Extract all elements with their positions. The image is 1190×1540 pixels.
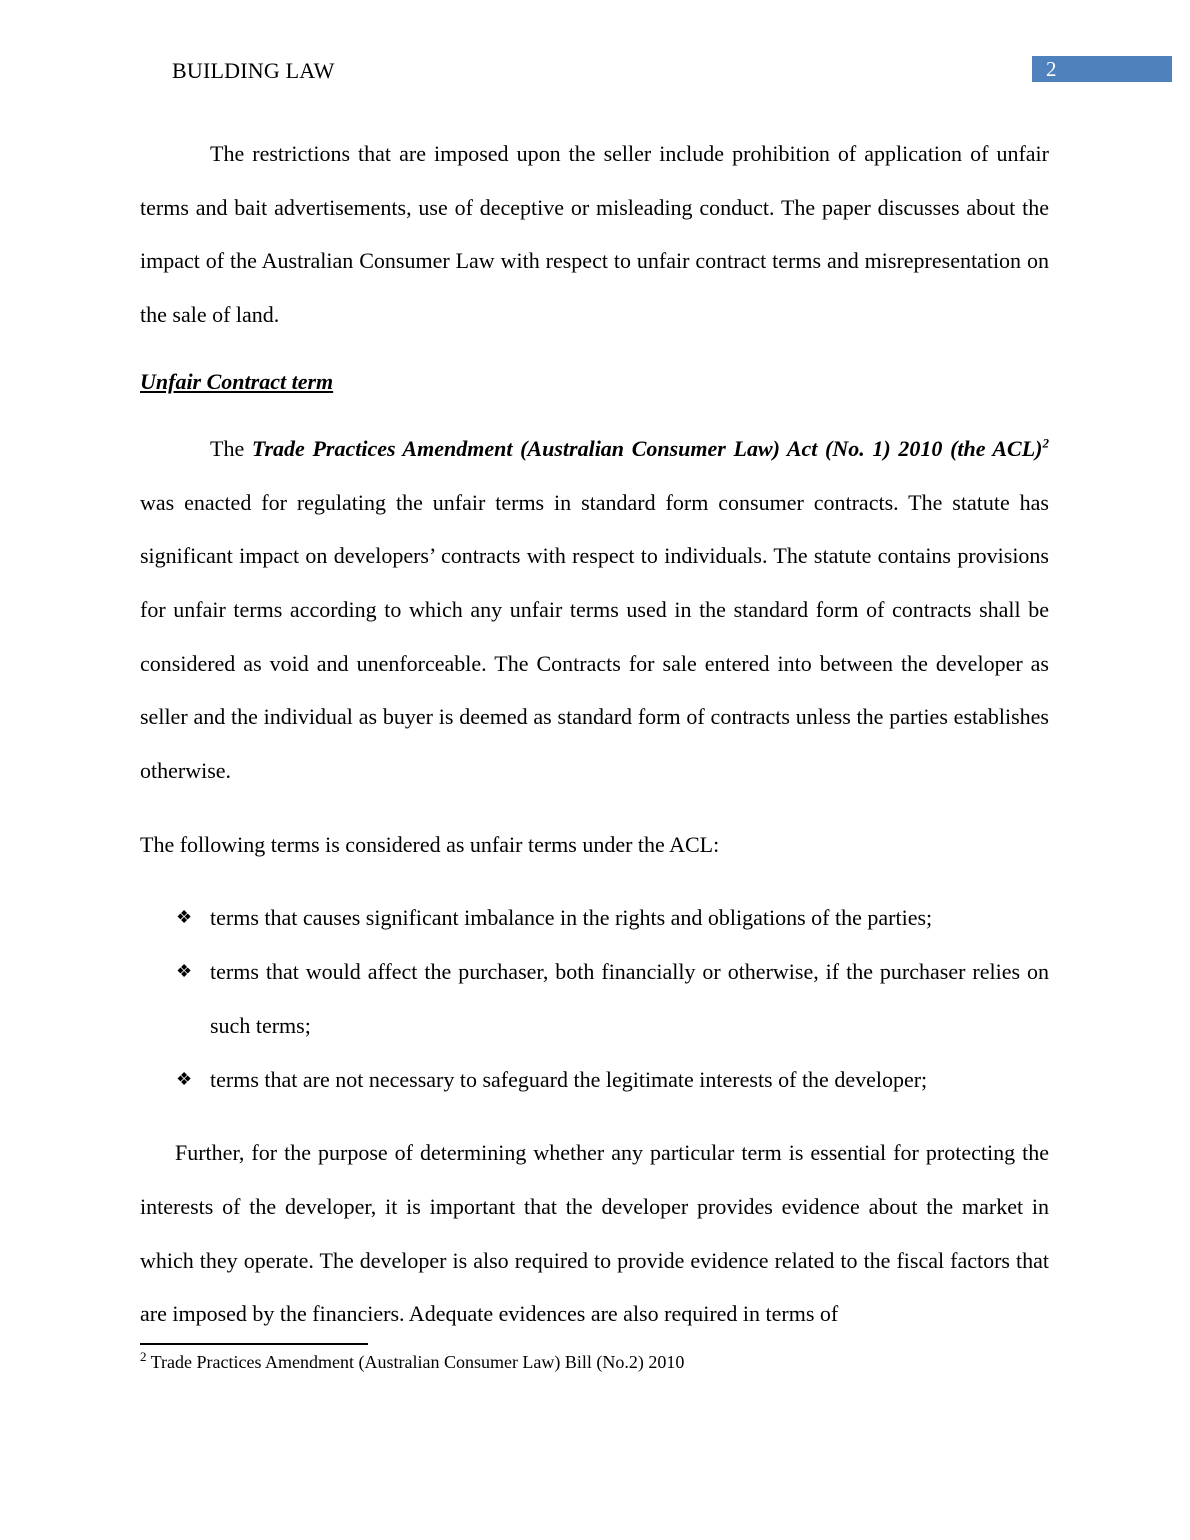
- footnote-reference[interactable]: 2: [1042, 435, 1049, 451]
- diamond-bullet-icon: ❖: [176, 961, 193, 982]
- list-intro-paragraph: The following terms is considered as unfair terms under the ACL:: [140, 831, 720, 857]
- evidence-paragraph: Further, for the purpose of determining whether any particular term is essential for protecting the interests of the developer, it is important that the developer provides evidence about the market in which they operate. The developer is also required to provide evidence related to the fiscal factors that are imposed by the financiers. Adequate evidences are also required in terms of: [140, 1140, 1049, 1327]
- footnote: [140, 1349, 685, 1373]
- intro-paragraph: The restrictions that are imposed upon the seller include prohibition of application of unfair terms and bait advertisements, use of deceptive or misleading conduct. The paper discusses about the impact of the Australian Consumer Law with respect to unfair contract terms and misrepresentation on the sale of land.: [140, 141, 1049, 328]
- footnote-number: 2: [140, 1349, 147, 1364]
- diamond-bullet-icon: ❖: [176, 907, 193, 928]
- list-item: [140, 1053, 1049, 1107]
- diamond-bullet-icon: ❖: [176, 1068, 193, 1089]
- list-item-text: terms that causes significant imbalance in the rights and obligations of the parties;: [210, 905, 933, 931]
- list-item: [140, 945, 1049, 1052]
- footnote-separator: [140, 1343, 368, 1345]
- unfair-terms-list: [140, 891, 1049, 1106]
- acl-paragraph: [140, 422, 1049, 798]
- list-item-text: terms that are not necessary to safeguard the legitimate interests of the developer;: [210, 1066, 928, 1092]
- act-name: Trade Practices Amendment (Australian Consumer Law) Act (No. 1) 2010 (the ACL): [251, 435, 1043, 461]
- document-body: [140, 127, 1049, 1341]
- page-number-box: [1032, 56, 1172, 82]
- acl-paragraph-rest: was enacted for regulating the unfair terms in standard form consumer contracts. The statute has significant impact on developers’ contracts with respect to individuals. The statute contains provisions for unfair terms according to which any unfair terms used in the standard form of contracts shall be considered as void and unenforceable. The Contracts for sale entered into between the developer as seller and the individual as buyer is deemed as standard form of contracts unless the parties establishes otherwise.: [140, 489, 1049, 784]
- page-number: 2: [1046, 57, 1057, 81]
- list-item-text: terms that would affect the purchaser, both financially or otherwise, if the purchaser relies on such terms;: [210, 959, 1049, 1038]
- list-item: [140, 891, 1049, 945]
- footnote-text: Trade Practices Amendment (Australian Consumer Law) Bill (No.2) 2010: [146, 1352, 685, 1372]
- acl-paragraph-lead: The: [210, 435, 252, 461]
- running-header-title: BUILDING LAW: [172, 58, 335, 83]
- section-heading: Unfair Contract term: [140, 368, 334, 394]
